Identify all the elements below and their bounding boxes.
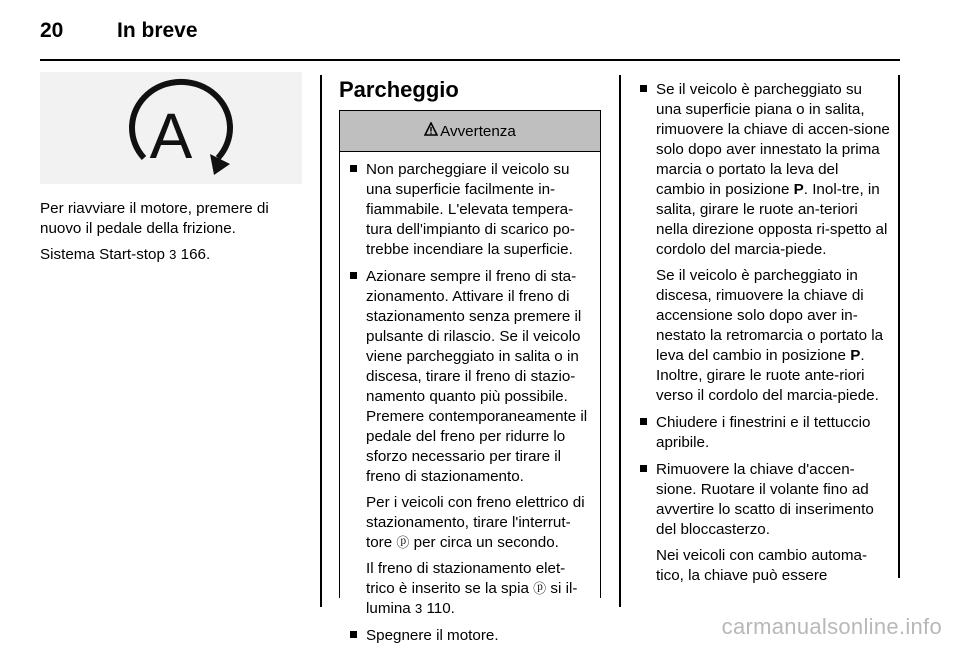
start-stop-illustration [40, 72, 302, 184]
list-item: Azionare sempre il freno di sta-zionamento. Attivare il freno di stazionamento senza premere il pulsante di rilascio. Se il veicolo viene parcheggiato in salita o in discesa, tirare il freno di stazio-namento quanto più possibile. Premere contemporaneamente il pedale del freno per ridurre lo sforzo necessario per tirare il freno di stazionamento. Per i veicoli con freno elettrico di stazionamento, tirare l'interrut-tore ⓟ per circa un secondo. Il freno di stazionamento elet-trico è inserito se la spia ⓟ si il-lumina 3 110. [350, 267, 592, 619]
list-item: Se il veicolo è parcheggiato su una superficie piana o in salita, rimuovere la chiave di accen-sione solo dopo aver innestato la prima marcia o portato la leva del cambio in posizione P. Inol-tre, in salita, girare le ruote an-teriori nella direzione opposta ri-spetto al cordolo del marcia-piede. Se il veicolo è parcheggiato in discesa, rimuovere la chiave di accensione solo dopo aver in-nestato la retromarcia o portato la leva del cambio in posizione P. Inoltre, girare le ruote ante-riori verso il cordolo del marcia-piede. [640, 80, 890, 406]
start-stop-a-icon [40, 72, 302, 184]
page-ref-icon: 3 [414, 601, 423, 616]
column-left [40, 72, 302, 265]
list-item: Rimuovere la chiave d'accen-sione. Ruotare il volante fino ad avvertire lo scatto di inserimento del bloccasterzo. Nei veicoli con cambio automa-tico, la chiave può essere [640, 460, 890, 586]
warning-body [340, 152, 600, 646]
parking-brake-icon: ⓟ [533, 581, 547, 596]
column-divider-2 [619, 75, 621, 607]
parking-brake-icon: ⓟ [396, 535, 410, 550]
warning-box [339, 110, 601, 644]
warning-icon [424, 122, 438, 140]
bullet-icon [640, 418, 647, 425]
svg-text:A: A [149, 100, 193, 172]
warning-header [340, 110, 600, 152]
bullet-icon [350, 272, 357, 279]
column-divider-1 [320, 75, 322, 607]
bullet-icon [640, 85, 647, 92]
start-stop-reference: Sistema Start-stop 3 166. [40, 246, 211, 263]
list-item: Spegnere il motore. [350, 626, 592, 646]
header-rule [40, 59, 900, 61]
restart-engine-text: Per riavviare il motore, premere di nuovo il pedale della frizione. [40, 200, 269, 237]
bullet-icon [640, 465, 647, 472]
list-item: Chiudere i finestrini e il tettuccio apribile. [640, 413, 890, 453]
watermark: carmanualsonline.info [721, 614, 942, 639]
warning-label: Avvertenza [440, 122, 516, 140]
section-title: Parcheggio [339, 77, 459, 102]
running-head: In breve [117, 19, 198, 42]
column-divider-3 [898, 75, 900, 578]
list-item: Non parcheggiare il veicolo su una superficie facilmente in-fiammabile. L'elevata tempera-tura dell'impianto di scarico po-trebbe incendiare la superficie. [350, 160, 592, 260]
bullet-icon [350, 165, 357, 172]
page-ref-icon: 3 [169, 247, 177, 262]
bullet-icon [350, 631, 357, 638]
column-middle [339, 72, 601, 644]
page-number: 20 [40, 19, 64, 42]
column-right [640, 80, 890, 593]
page-ref-number[interactable]: 110. [426, 600, 455, 617]
page-ref-number[interactable]: 166. [180, 246, 211, 263]
